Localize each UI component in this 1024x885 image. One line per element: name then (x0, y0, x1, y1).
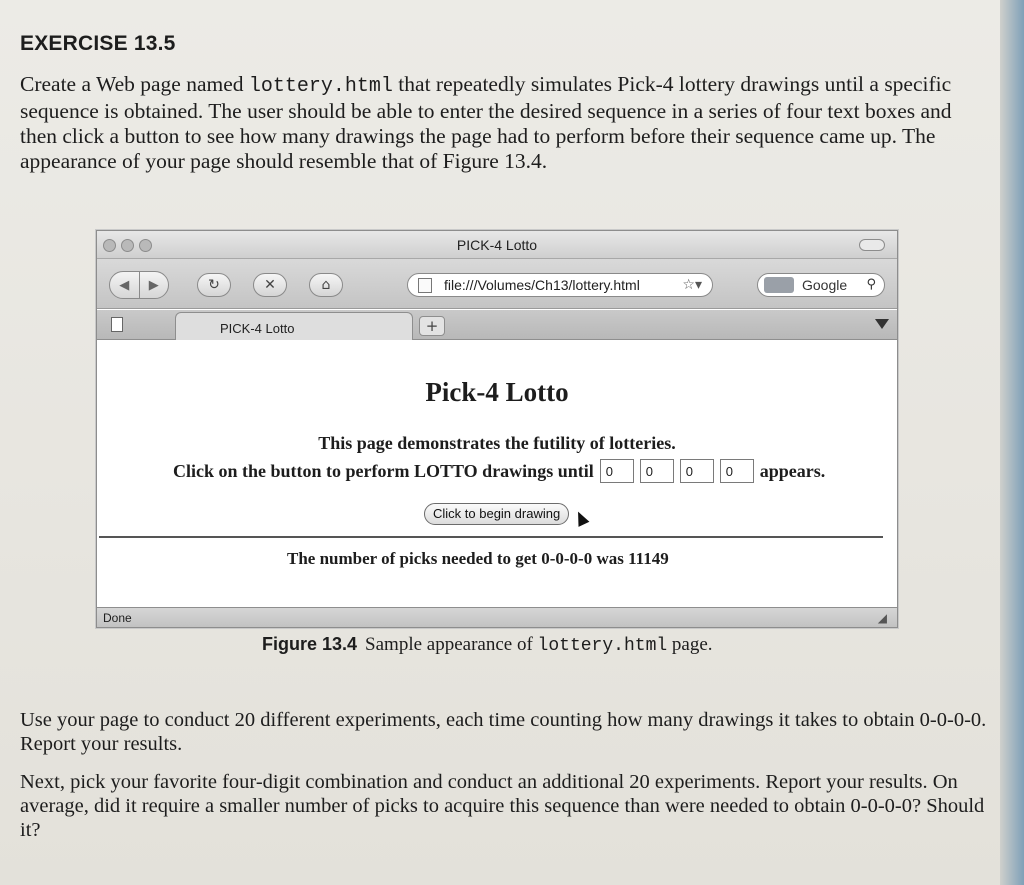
page-content (97, 341, 897, 608)
inline-filename: lottery.html (248, 75, 393, 98)
prompt-before: Click on the button to perform LOTTO drawings until (173, 460, 594, 481)
stop-icon[interactable]: ✕ (253, 273, 287, 297)
home-icon[interactable]: ⌂ (309, 273, 343, 297)
prompt-after: appears. (759, 460, 826, 481)
page-icon (418, 278, 432, 293)
followup-paragraph-2: Next, pick your favorite four-digit combination and conduct an additional 20 experiments. Report your results. On average, did it require a smaller number of picks to acquire this sequence than were needed to obtain 0-0-0-0? Should it? (20, 771, 985, 841)
begin-drawing-button[interactable]: Click to begin drawing (424, 503, 569, 525)
search-engine-icon[interactable] (764, 277, 794, 293)
cursor-icon (573, 509, 590, 527)
back-icon[interactable]: ◀ (110, 272, 140, 298)
page-description: This page demonstrates the futility of lotteries. (318, 433, 676, 453)
sequence-prompt (173, 459, 825, 483)
digit-input-1[interactable]: 0 (600, 459, 634, 483)
figure-caption: Figure 13.4 Sample appearance of lottery.html page. (262, 634, 713, 656)
reload-icon[interactable]: ↻ (197, 273, 231, 297)
page-heading: Pick-4 Lotto (425, 377, 569, 407)
window-title: PICK-4 Lotto (456, 237, 538, 253)
browser-toolbar (97, 259, 897, 309)
search-placeholder: Google (802, 277, 848, 293)
toolbar-toggle-button[interactable] (859, 239, 885, 251)
bookmarks-icon[interactable] (111, 317, 123, 332)
exercise-title: EXERCISE 13.5 (20, 32, 176, 55)
search-input[interactable] (757, 273, 885, 297)
search-icon[interactable]: ⚲ (866, 276, 876, 291)
digit-input-2[interactable]: 0 (640, 459, 674, 483)
url-text: file:///Volumes/Ch13/lottery.html (444, 277, 640, 293)
browser-window (96, 230, 898, 628)
result-text: The number of picks needed to get 0-0-0-0 was 11149 (287, 549, 669, 568)
window-titlebar (97, 231, 897, 259)
digit-input-4[interactable]: 0 (720, 459, 754, 483)
nav-buttons (109, 271, 169, 299)
page-edge (1000, 0, 1024, 885)
forward-icon[interactable]: ▶ (148, 277, 159, 292)
figure-label: Figure 13.4 (262, 634, 358, 654)
exercise-intro: Create a Web page named lottery.html that repeatedly simulates Pick-4 lottery drawings until a specific sequence is obtained. The user should be able to enter the desired sequence in a series of four text boxes and then click a button to see how many drawings the page had to perform before their sequence came up. The appearance of your page should resemble that of Figure 13.4. (20, 72, 952, 173)
digit-input-3[interactable]: 0 (680, 459, 714, 483)
tab-bar (97, 310, 897, 340)
resize-handle-icon[interactable]: ◢ (877, 611, 887, 625)
tab-list-icon[interactable] (875, 319, 889, 329)
bookmark-star-icon[interactable]: ☆▾ (682, 276, 702, 292)
followup-paragraph-1: Use your page to conduct 20 different experiments, each time counting how many drawings it takes to obtain 0-0-0-0. Report your results. (20, 709, 987, 755)
status-bar (97, 607, 897, 627)
tab-pick4-lotto[interactable]: PICK-4 Lotto (175, 312, 413, 340)
new-tab-button[interactable]: + (419, 316, 445, 336)
address-bar[interactable] (407, 273, 713, 297)
divider (99, 536, 883, 538)
status-text: Done (103, 611, 132, 625)
